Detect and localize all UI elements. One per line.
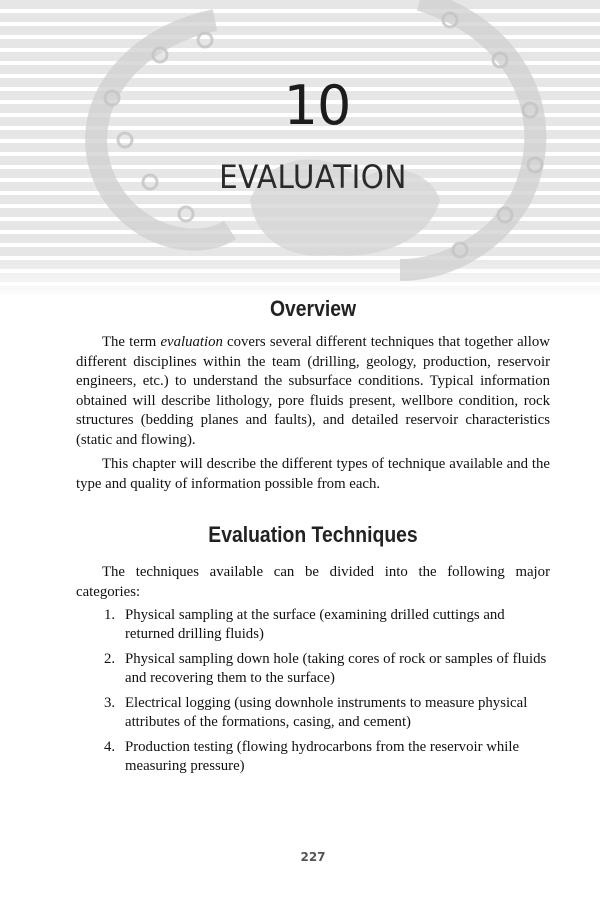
list-item-text: Physical sampling at the surface (examining drilled cuttings and returned drilling fluids) (125, 607, 505, 642)
term-evaluation: evaluation (160, 334, 223, 350)
techniques-intro-paragraph: The techniques available can be divided into the following major categories: (76, 564, 550, 600)
chapter-number: 10 (283, 74, 351, 137)
list-item (104, 694, 554, 732)
techniques-list (104, 606, 554, 782)
chapter-title: EVALUATION (219, 158, 407, 196)
list-item-text: Production testing (flowing hydrocarbons from the reservoir while measuring pressure) (125, 739, 520, 774)
page-number: 227 (300, 850, 326, 864)
list-item-number: 2. (104, 651, 116, 667)
list-item-text: Electrical logging (using downhole instruments to measure physical attributes of the formations, casing, and cement) (125, 695, 528, 730)
list-item (104, 606, 554, 644)
chapter-header-illustration (0, 0, 600, 300)
list-item-number: 4. (104, 739, 116, 755)
overview-p1-rest: covers several different techniques that together allow different disciplines within the team (drilling, geology, production, reservoir engineers, etc.) to understand the subsurface conditions. Typical information obtained will describe lithology, pore fluids present, wellbore condition, rock structures (bedding planes and faults), and detailed reservoir characteristics (static and flowing). (76, 334, 550, 448)
list-item-number: 1. (104, 607, 116, 623)
overview-p1-lead: The term (102, 334, 161, 350)
overview-paragraph-1 (76, 333, 550, 450)
section-heading-overview: Overview (269, 296, 357, 321)
overview-paragraph-2: This chapter will describe the different types of technique available and the type and quality of information possible from each. (76, 456, 550, 492)
list-item (104, 650, 554, 688)
list-item-number: 3. (104, 695, 116, 711)
list-item (104, 738, 554, 776)
list-item-text: Physical sampling down hole (taking cores of rock or samples of fluids and recovering them to the surface) (125, 651, 547, 686)
section-heading-evaluation-techniques: Evaluation Techniques (208, 522, 418, 547)
